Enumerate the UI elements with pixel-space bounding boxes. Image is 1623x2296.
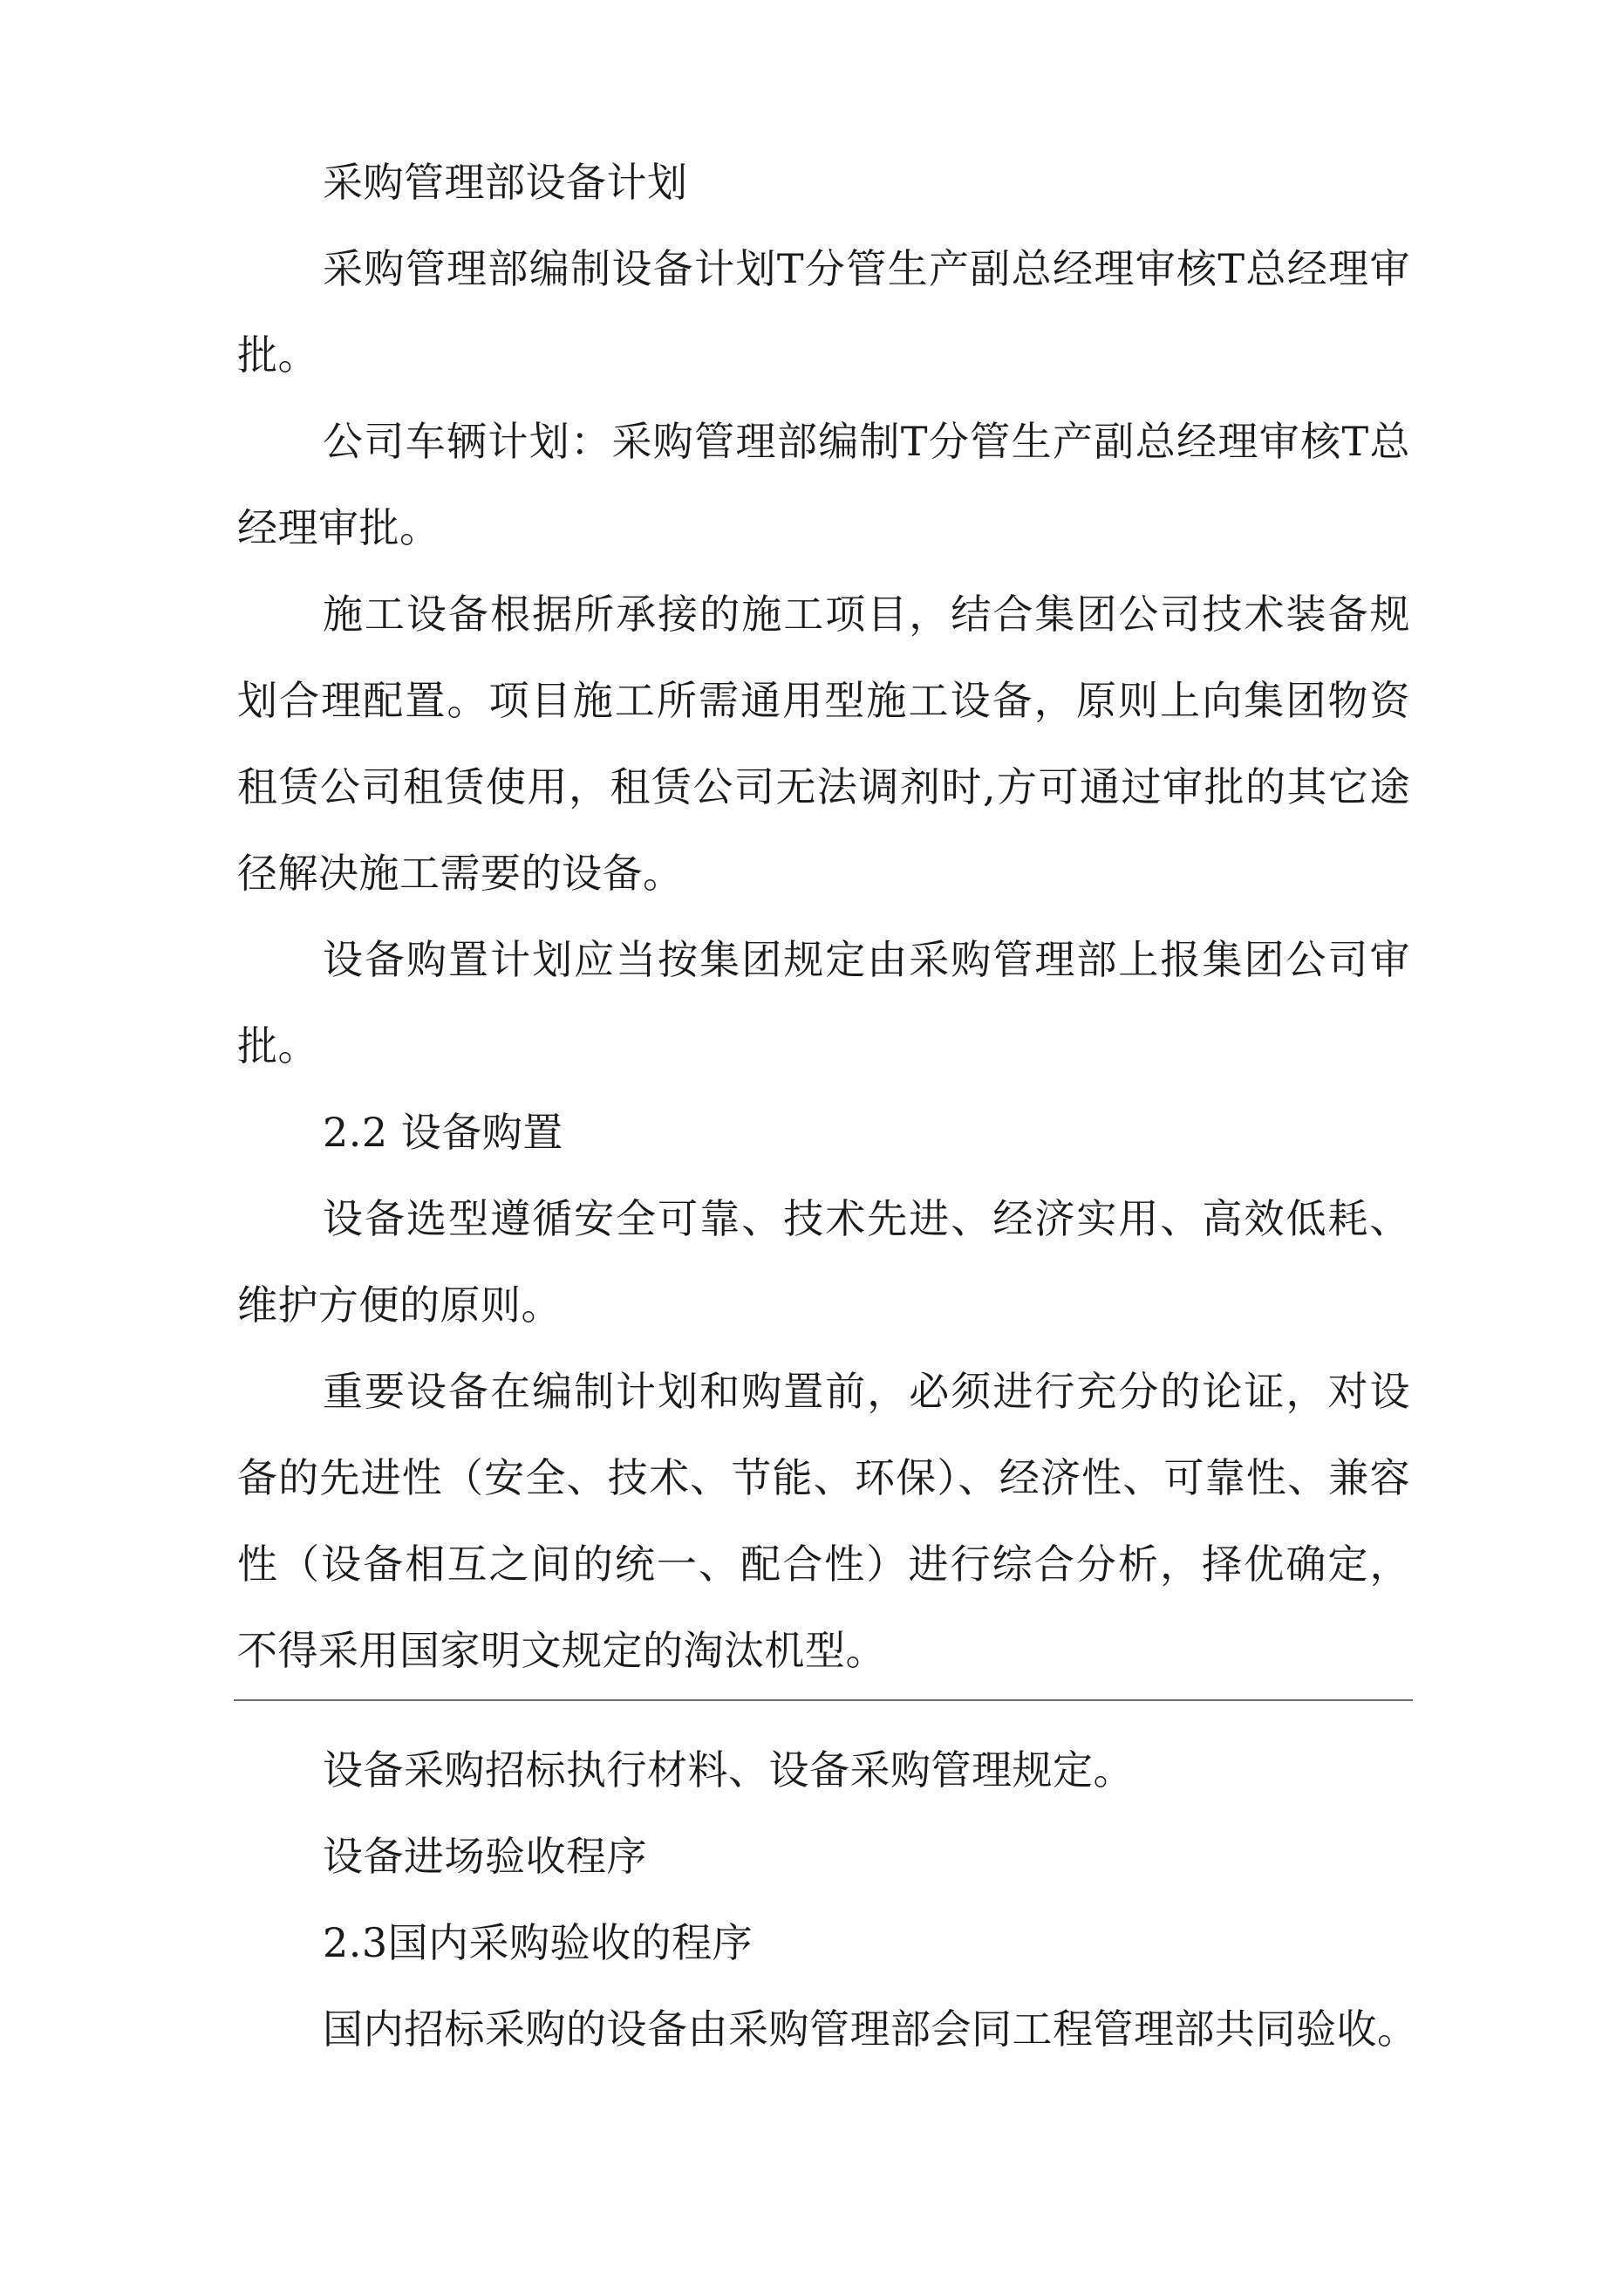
paragraph-bidding-rules: 设备采购招标执行材料、设备采购管理规定。 [323, 1746, 1134, 1794]
section-heading-2-2: 2.2 设备购置 [323, 1109, 563, 1156]
paragraph-domestic-acceptance: 国内招标采购的设备由采购管理部会同工程管理部共同验收。 [323, 2006, 1418, 2053]
paragraph-important-equipment: 重要设备在编制计划和购置前，必须进行充分的论证，对设备的先进性（安全、技术、节能、环保）、经济性、可靠性、兼容性（设备相互之间的统一、配合性）进行综合分析，择优确定，不得采用国家明文规定的淘汰机型。 [237, 1368, 1410, 1674]
section-heading-2-3: 2.3国内采购验收的程序 [323, 1919, 754, 1966]
paragraph-purchase-plan-report: 设备购置计划应当按集团规定由采购管理部上报集团公司审批。 [237, 936, 1410, 1069]
paragraph-acceptance-procedure: 设备进场验收程序 [323, 1833, 647, 1880]
paragraph-vehicle-plan: 公司车辆计划：采购管理部编制T分管生产副总经理审核T总经理审批。 [237, 418, 1410, 551]
page-divider [234, 1699, 1413, 1701]
paragraph-construction-equipment: 施工设备根据所承接的施工项目，结合集团公司技术装备规划合理配置。项目施工所需通用型施工设备，原则上向集团物资租赁公司租赁使用，租赁公司无法调剂时,方可通过审批的其它途径解决施工需要的设备。 [237, 591, 1410, 897]
paragraph-selection-principles: 设备选型遵循安全可靠、技术先进、经济实用、高效低耗、维护方便的原则。 [237, 1195, 1410, 1329]
paragraph-equipment-plan-heading: 采购管理部设备计划 [323, 159, 688, 206]
paragraph-equipment-plan-approval: 采购管理部编制设备计划T分管生产副总经理审核T总经理审批。 [237, 245, 1410, 379]
